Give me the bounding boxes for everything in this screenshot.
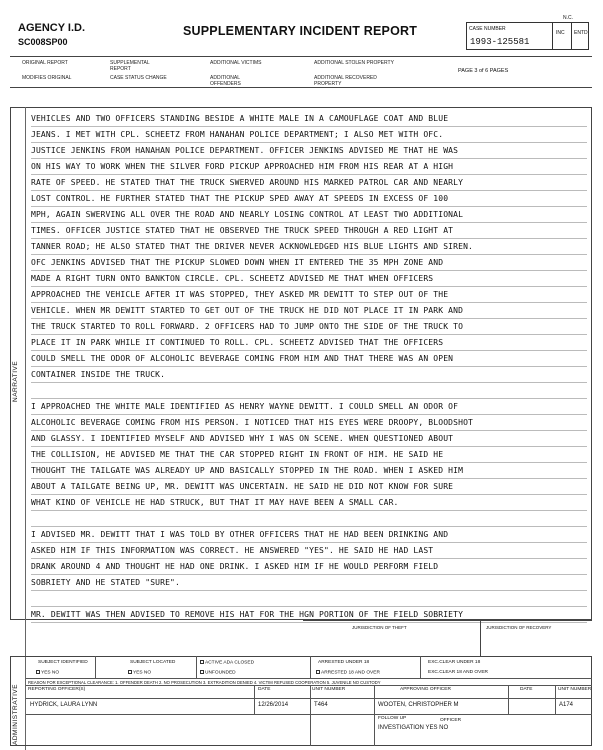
admin-vdiv-9 (555, 685, 556, 714)
admin-divider-1 (26, 678, 592, 679)
unfounded-label: UNFOUNDED (205, 670, 236, 676)
narrative-line: PLACE IT IN PARK WHILE IT CONTINUED TO ROLL. CPL. SCHEETZ ADVISED THAT THE OFFICERS (31, 335, 587, 351)
nc-label: N.C. (563, 15, 573, 21)
admin-vdiv-7 (374, 685, 375, 746)
subject-located-options (128, 670, 151, 675)
approval-date-label: DATE (520, 687, 533, 692)
case-number-value: 1993-125581 (470, 37, 530, 47)
approving-officer-value: WOOTEN, CHRISTOPHER M (378, 702, 459, 708)
admin-vdiv-6 (310, 685, 311, 746)
arrested-18-over-option (316, 670, 380, 675)
narrative-line: MADE A RIGHT TURN ONTO BANKTON CIRCLE. CPL. SCHEETZ ADVISED ME THAT WHEN OFFICERS (31, 271, 587, 287)
admin-vdiv-3 (310, 656, 311, 678)
admin-divider-4 (26, 714, 592, 715)
narrative-line: WHAT KIND OF VEHICLE HE HAD STRUCK, BUT THAT IT MAY HAVE BEEN A SMALL CAR. (31, 495, 587, 511)
entd-label: ENTD (574, 30, 588, 36)
additional-stolen-property-option: ADDITIONAL STOLEN PROPERTY (314, 60, 394, 66)
supplemental-report-option: SUPPLEMENTAL REPORT (110, 60, 150, 72)
active-ada-closed-label: ACTIVE ADA CLOSED (205, 660, 255, 666)
narrative-line: I ADVISED MR. DEWITT THAT I WAS TOLD BY OTHER OFFICERS THAT HE HAD BEEN DRINKING AND (31, 527, 587, 543)
page-title: SUPPLEMENTARY INCIDENT REPORT (183, 24, 418, 38)
side-label-divider (25, 107, 26, 750)
narrative-line (31, 591, 587, 607)
subject-located-yes-no: YES NO (133, 670, 152, 676)
unit-number-label: UNIT NUMBER (312, 687, 346, 692)
subject-identified-options (36, 670, 59, 675)
report-date-label: DATE (258, 687, 271, 692)
narrative-line: ON HIS WAY TO WORK WHEN THE SILVER FORD PICKUP APPROACHED HIM FROM HIS REAR AT A HIGH (31, 159, 587, 175)
narrative-line: LOST CONTROL. HE FURTHER STATED THAT THE PICKUP SPED AWAY AT SPEEDS IN EXCESS OF 100 (31, 191, 587, 207)
reporting-officer-label: REPORTING OFFICER(S) (28, 687, 86, 692)
narrative-line: ASKED HIM IF THIS INFORMATION WAS CORRECT. HE ANSWERED "YES". HE SAID HE HAD LAST (31, 543, 587, 559)
exc-clear-18-over-label: EXC.CLEAR 18 AND OVER (428, 670, 488, 675)
narrative-line: MR. DEWITT WAS THEN ADVISED TO REMOVE HIS HAT FOR THE HGN PORTION OF THE FIELD SOBRIETY (31, 607, 587, 623)
report-date-value: 12/26/2014 (258, 702, 289, 708)
modifies-original-option: MODIFIES ORIGINAL (22, 75, 72, 81)
case-number-label: CASE NUMBER (469, 26, 506, 32)
additional-victims-option: ADDITIONAL VICTIMS (210, 60, 262, 66)
narrative-line: MPH, AGAIN SWERVING ALL OVER THE ROAD AND NEARLY LOSING CONTROL AT LEAST TWO ADDITIONAL (31, 207, 587, 223)
narrative-line: I APPROACHED THE WHITE MALE IDENTIFIED AS HENRY WAYNE DEWITT. I COULD SMELL AN ODOR OF (31, 399, 587, 415)
subject-identified-yes-no: YES NO (41, 670, 60, 676)
case-number-box (466, 22, 553, 50)
narrative-line: DRANK AROUND 4 AND THOUGHT HE HAD ONE DRINK. I ASKED HIM IF HE WOULD PERFORM FIELD (31, 559, 587, 575)
additional-offenders-option: ADDITIONAL OFFENDERS (210, 75, 241, 87)
unfounded-option (200, 670, 236, 675)
narrative-line: JEANS. I MET WITH CPL. SCHEETZ FROM HANAHAN POLICE DEPARTMENT; I ALSO MET WITH OFC. (31, 127, 587, 143)
investigation-options: INVESTIGATION YES NO (378, 725, 449, 731)
narrative-line: CONTAINER INSIDE THE TRUCK. (31, 367, 587, 383)
narrative-line: JUSTICE JENKINS FROM HANAHAN POLICE DEPARTMENT. OFFICER JENKINS ADVISED ME THAT HE WAS (31, 143, 587, 159)
follow-up-officer-label: OFFICER (440, 718, 462, 723)
exc-clear-under-18-label: EXC.CLEAR UNDER 18 (428, 660, 481, 665)
administrative-side-label: ADMINISTRATIVE (12, 683, 19, 745)
narrative-line: ALCOHOLIC BEVERAGE COMING FROM HIS PERSON. I NOTICED THAT HIS EYES WERE DROOPY, BLOODSHOT (31, 415, 587, 431)
approving-unit-value: A174 (559, 702, 574, 708)
admin-vdiv-8 (508, 685, 509, 714)
admin-vdiv-5 (254, 685, 255, 714)
subject-identified-label: SUBJECT IDENTIFIED (38, 660, 88, 665)
unit-number-value: T464 (314, 702, 328, 708)
reporting-officer-value: HYDRICK, LAURA LYNN (30, 702, 98, 708)
nc-divider (571, 22, 572, 50)
jurisdiction-divider (480, 620, 481, 656)
jurisdiction-recovery-label: JURISDICTION OF RECOVERY (486, 625, 552, 630)
narrative-line: ABOUT A TAILGATE BEING UP, MR. DEWITT WAS UNCERTAIN. HE SAID HE DID NOT KNOW FOR SURE (31, 479, 587, 495)
narrative-line: SOBRIETY AND HE STATED "SURE". (31, 575, 587, 591)
narrative-line: OFC JENKINS ADVISED THAT THE PICKUP SLOWED DOWN WHEN IT ENTERED THE 35 MPH ZONE AND (31, 255, 587, 271)
jurisdiction-theft-label: JURISDICTION OF THEFT (352, 625, 407, 630)
admin-vdiv-1 (95, 656, 96, 678)
follow-up-label: FOLLOW UP (378, 716, 407, 721)
inc-label: INC (556, 30, 565, 36)
arrested-18-over-label: ARRESTED 18 AND OVER (321, 670, 380, 676)
narrative-line: COULD SMELL THE ODOR OF ALCOHOLIC BEVERAGE COMING FROM HIM AND THAT THERE WAS AN OPEN (31, 351, 587, 367)
arrested-under-18-label: ARRESTED UNDER 18 (318, 660, 370, 665)
narrative-line: AND GLASSY. I IDENTIFIED MYSELF AND ADVISED WHY I WAS ON SCENE. WHEN QUESTIONED ABOUT (31, 431, 587, 447)
approving-officer-label: APPROVING OFFICER (400, 687, 451, 692)
narrative-line: TANNER ROAD; HE ALSO STATED THAT THE DRIVER NEVER ACKNOWLEDGED HIS BLUE LIGHTS AND SIREN. (31, 239, 587, 255)
narrative-line (31, 511, 587, 527)
narrative-line (31, 383, 587, 399)
narrative-side-label: NARRATIVE (12, 360, 19, 402)
case-status-change-option: CASE STATUS CHANGE (110, 75, 167, 81)
narrative-line: TIMES. OFFICER JUSTICE STATED THAT HE OBSERVED THE TRUCK SPEED THROUGH A RED LIGHT AT (31, 223, 587, 239)
exceptional-clearance-reasons: REASON FOR EXCEPTIONAL CLEARANCE: 1. OFFENDER DEATH 2. NO PROSECUTION 3. EXTRADITION DENIED 4. VICTIM REFUSED COOPERATION 5. JUVENILE NO CUSTODY (28, 680, 381, 685)
narrative-line: VEHICLE. WHEN MR DEWITT STARTED TO GET OUT OF THE TRUCK HE DID NOT PLACE IT IN PARK AND (31, 303, 587, 319)
narrative-line: THOUGHT THE TAILGATE WAS ALREADY UP AND BASICALLY STOPPED IN THE ROAD. WHEN I ASKED HIM (31, 463, 587, 479)
active-ada-closed-option (200, 660, 254, 665)
additional-recovered-property-option: ADDITIONAL RECOVERED PROPERTY (314, 75, 377, 87)
narrative-line: VEHICLES AND TWO OFFICERS STANDING BESIDE A WHITE MALE IN A CAMOUFLAGE COAT AND BLUE (31, 111, 587, 127)
agency-code: SC008SP00 (18, 37, 68, 47)
admin-vdiv-4 (420, 656, 421, 678)
original-report-option: ORIGINAL REPORT (22, 60, 68, 66)
page-count: PAGE 3 of 6 PAGES (458, 68, 509, 74)
admin-vdiv-2 (196, 656, 197, 678)
narrative-line: THE COLLISION, HE ADVISED ME THAT THE CAR STOPPED RIGHT IN FRONT OF HIM. HE SAID HE (31, 447, 587, 463)
narrative-line: RATE OF SPEED. HE STATED THAT THE TRUCK SWERVED AROUND HIS MARKED PATROL CAR AND NEARLY (31, 175, 587, 191)
narrative-line: APPROACHED THE VEHICLE AFTER IT WAS STOPPED, THEY ASKED MR DEWITT TO STEP OUT OF THE (31, 287, 587, 303)
administrative-section (10, 656, 592, 746)
narrative-line: THE TRUCK STARTED TO ROLL FORWARD. 2 OFFICERS HAD TO JUMP ONTO THE SIDE OF THE TRUCK TO (31, 319, 587, 335)
agency-id-label: AGENCY I.D. (18, 22, 86, 34)
subject-located-label: SUBJECT LOCATED (130, 660, 176, 665)
approving-unit-label: UNIT NUMBER (558, 687, 592, 692)
